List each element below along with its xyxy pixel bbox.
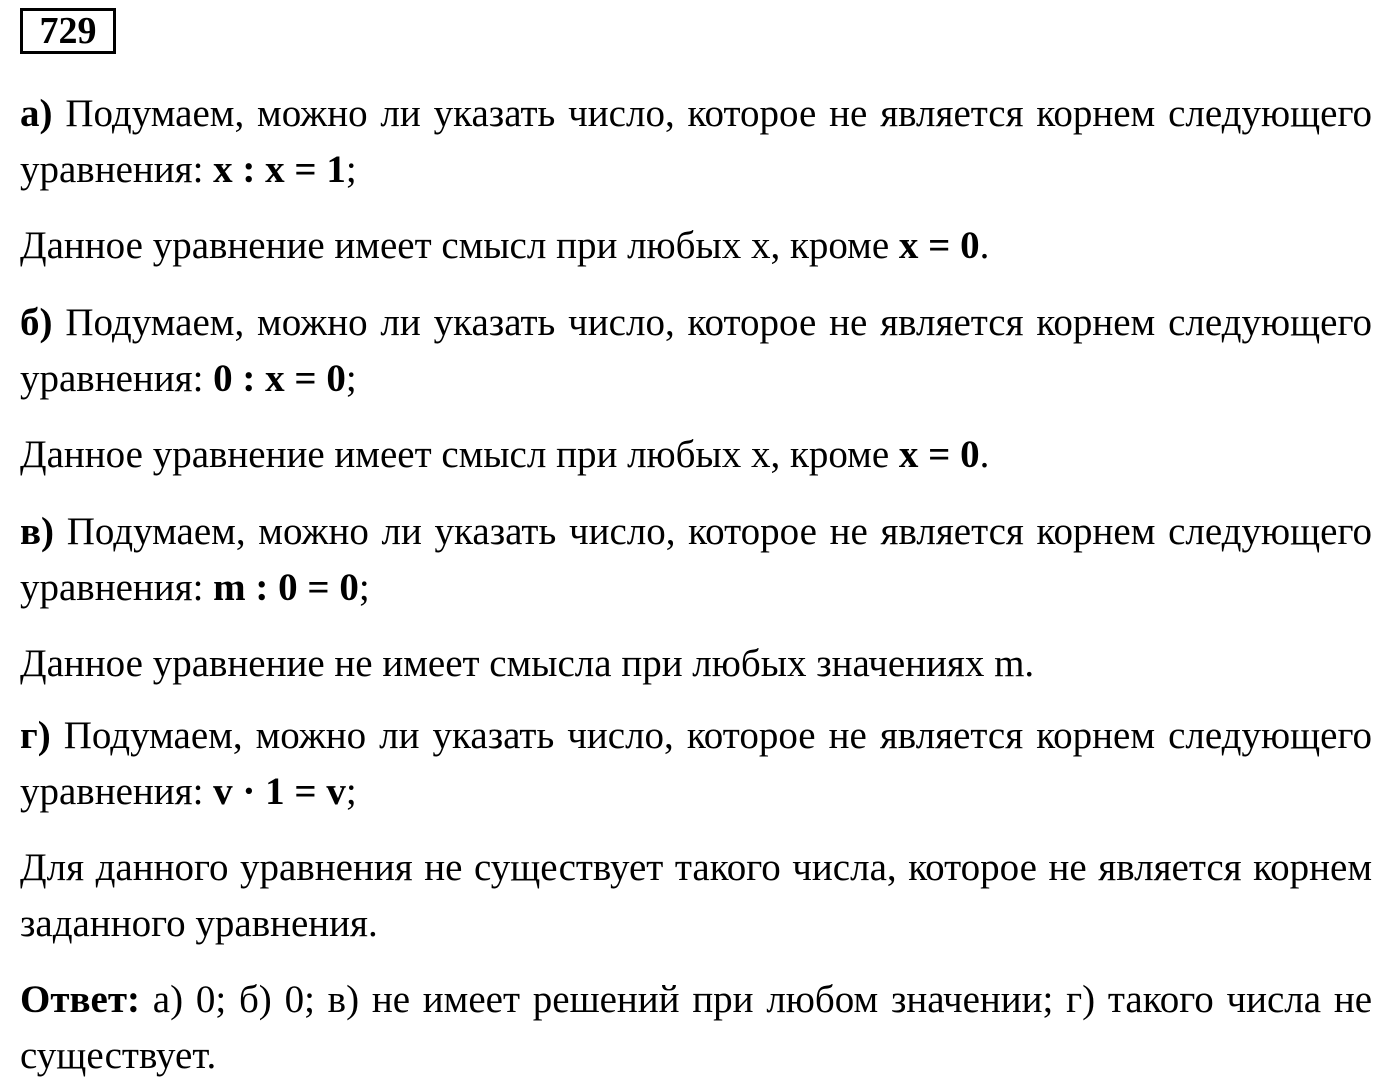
part-b-answer-value: x = 0 <box>898 433 980 476</box>
task-number: 729 <box>39 10 97 52</box>
part-d-question-text: Подумаем, можно ли указать число, которое не является корнем следующего уравнения: <box>20 714 1372 813</box>
final-answer-label: Ответ: <box>20 978 141 1021</box>
part-b-question <box>20 295 1372 407</box>
part-d-end: ; <box>345 770 357 813</box>
part-a-equation: x : x = 1 <box>213 148 346 191</box>
part-a-label: а) <box>20 92 53 135</box>
part-d-answer-text: Для данного уравнения не существует такого числа, которое не является корнем заданного уравнения. <box>20 846 1372 945</box>
part-a-question-text: Подумаем, можно ли указать число, которое не является корнем следующего уравнения: <box>20 92 1372 191</box>
part-c-question <box>20 504 1372 616</box>
part-a-answer-text: Данное уравнение имеет смысл при любых х, кроме <box>20 224 890 267</box>
part-c-label: в) <box>20 510 55 553</box>
part-b-answer <box>20 427 1372 483</box>
part-a-answer <box>20 218 1372 274</box>
part-a-question <box>20 86 1372 198</box>
part-c-question-text: Подумаем, можно ли указать число, которое не является корнем следующего уравнения: <box>20 510 1372 609</box>
part-c-end: ; <box>358 566 370 609</box>
part-c-answer-text: Данное уравнение не имеет смысла при любых значениях m. <box>20 642 1035 685</box>
part-b-equation: 0 : x = 0 <box>213 357 346 400</box>
part-a-answer-value: x = 0 <box>898 224 980 267</box>
part-d-equation: v · 1 = v <box>213 770 346 813</box>
part-b-answer-end: . <box>979 433 990 476</box>
part-b-answer-text: Данное уравнение имеет смысл при любых х, кроме <box>20 433 890 476</box>
part-a-end: ; <box>345 148 357 191</box>
task-number-box <box>20 8 116 54</box>
part-c-answer <box>20 636 1372 692</box>
part-b-label: б) <box>20 301 53 344</box>
final-answer-text: а) 0; б) 0; в) не имеет решений при любом значении; г) такого числа не существует. <box>20 978 1373 1077</box>
part-d-question <box>20 708 1372 820</box>
part-a-answer-end: . <box>979 224 990 267</box>
part-d-label: г) <box>20 714 51 757</box>
part-d-answer <box>20 840 1372 952</box>
final-answer <box>20 972 1372 1084</box>
part-b-end: ; <box>345 357 357 400</box>
part-b-question-text: Подумаем, можно ли указать число, которое не является корнем следующего уравнения: <box>20 301 1372 400</box>
part-c-equation: m : 0 = 0 <box>213 566 359 609</box>
